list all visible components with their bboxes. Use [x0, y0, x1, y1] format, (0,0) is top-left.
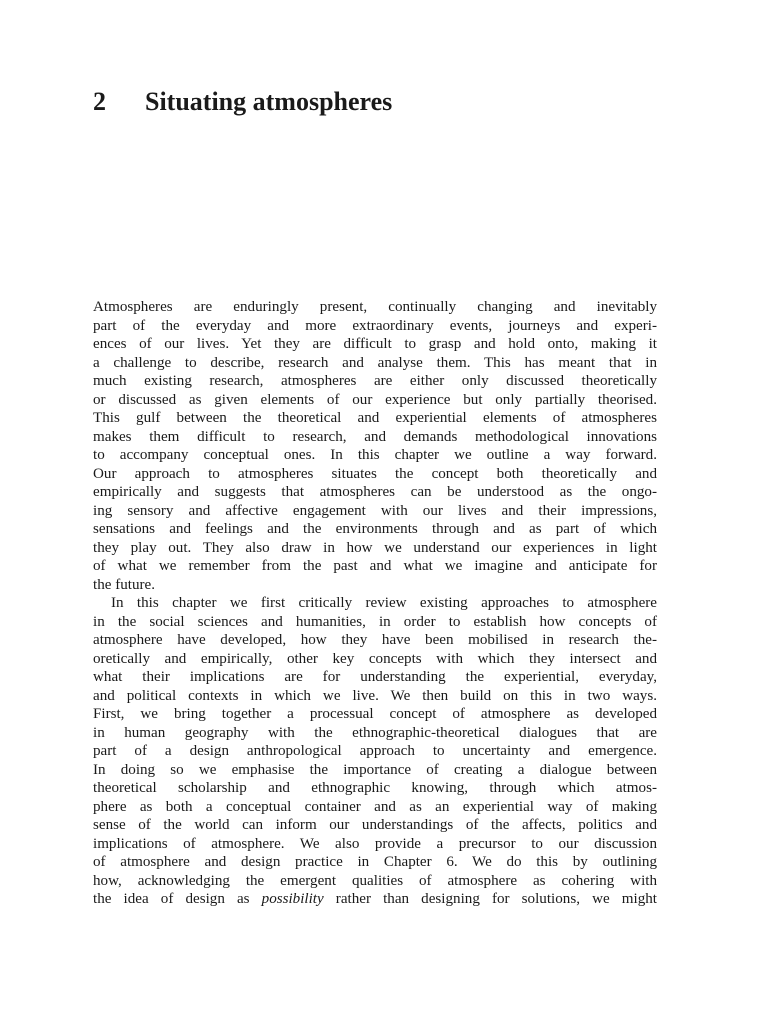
- text-line: part of a design anthropological approach to uncertainty and emergence.: [93, 743, 657, 759]
- text-line: in human geography with the ethnographic-theoretical dialogues that are: [93, 724, 657, 741]
- text-line: of atmosphere and design practice in Chapter 6. We do this by outlining: [93, 854, 657, 870]
- body-text: [93, 298, 657, 909]
- emphasis-text: possibility: [261, 891, 324, 907]
- text-line: phere as both a conceptual container and as an experiential way of making: [93, 798, 657, 815]
- text-line: sense of the world can inform our understandings of the affects, politics and: [93, 817, 657, 833]
- text-line: in the social sciences and humanities, in order to establish how concepts of: [93, 613, 657, 630]
- text-line: much existing research, atmospheres are either only discussed theoretically: [93, 373, 657, 389]
- text-line: implications of atmosphere. We also provide a precursor to our discussion: [93, 835, 657, 852]
- text-line: makes them difficult to research, and demands methodological innovations: [93, 428, 657, 445]
- text-segment: the idea of design as: [93, 891, 262, 907]
- text-line: what their implications are for understanding the experiential, everyday,: [93, 669, 657, 685]
- chapter-title: Situating atmospheres: [145, 87, 393, 116]
- chapter-heading: [93, 86, 392, 118]
- text-line: how, acknowledging the emergent qualities of atmosphere as cohering with: [93, 872, 657, 889]
- text-line: ences of our lives. Yet they are difficult to grasp and hold onto, making it: [93, 336, 657, 352]
- text-line: Atmospheres are enduringly present, continually changing and inevitably: [93, 299, 657, 315]
- text-line: empirically and suggests that atmospheres can be understood as the ongo-: [93, 484, 657, 500]
- text-segment: rather than designing for solutions, we might: [323, 891, 657, 907]
- text-line: of what we remember from the past and what we imagine and anticipate for: [93, 558, 657, 574]
- text-line: In this chapter we first critically review existing approaches to atmosphere: [111, 595, 657, 611]
- text-line: sensations and feelings and the environments through and as part of which: [93, 521, 657, 537]
- text-line: part of the everyday and more extraordinary events, journeys and experi-: [93, 317, 657, 334]
- text-line: and political contexts in which we live. We then build on this in two ways.: [93, 687, 657, 704]
- text-line-final: [93, 890, 657, 909]
- text-line: a challenge to describe, research and analyse them. This has meant that in: [93, 354, 657, 371]
- text-line: atmosphere have developed, how they have been mobilised in research the-: [93, 632, 657, 648]
- text-line: the future.: [93, 576, 156, 593]
- chapter-number: 2: [93, 87, 106, 116]
- text-line: First, we bring together a processual concept of atmosphere as developed: [93, 706, 657, 722]
- text-line: theoretical scholarship and ethnographic knowing, through which atmos-: [93, 780, 657, 796]
- text-line: or discussed as given elements of our experience but only partially theorised.: [93, 391, 657, 408]
- text-line: they play out. They also draw in how we understand our experiences in light: [93, 539, 657, 556]
- text-line: oretically and empirically, other key concepts with which they intersect and: [93, 650, 657, 667]
- text-line: to accompany conceptual ones. In this chapter we outline a way forward.: [93, 447, 657, 463]
- text-line: In doing so we emphasise the importance of creating a dialogue between: [93, 761, 657, 778]
- text-line: ing sensory and affective engagement with our lives and their impressions,: [93, 502, 657, 519]
- text-line: This gulf between the theoretical and experiential elements of atmospheres: [93, 410, 657, 426]
- text-line: Our approach to atmospheres situates the concept both theoretically and: [93, 465, 657, 482]
